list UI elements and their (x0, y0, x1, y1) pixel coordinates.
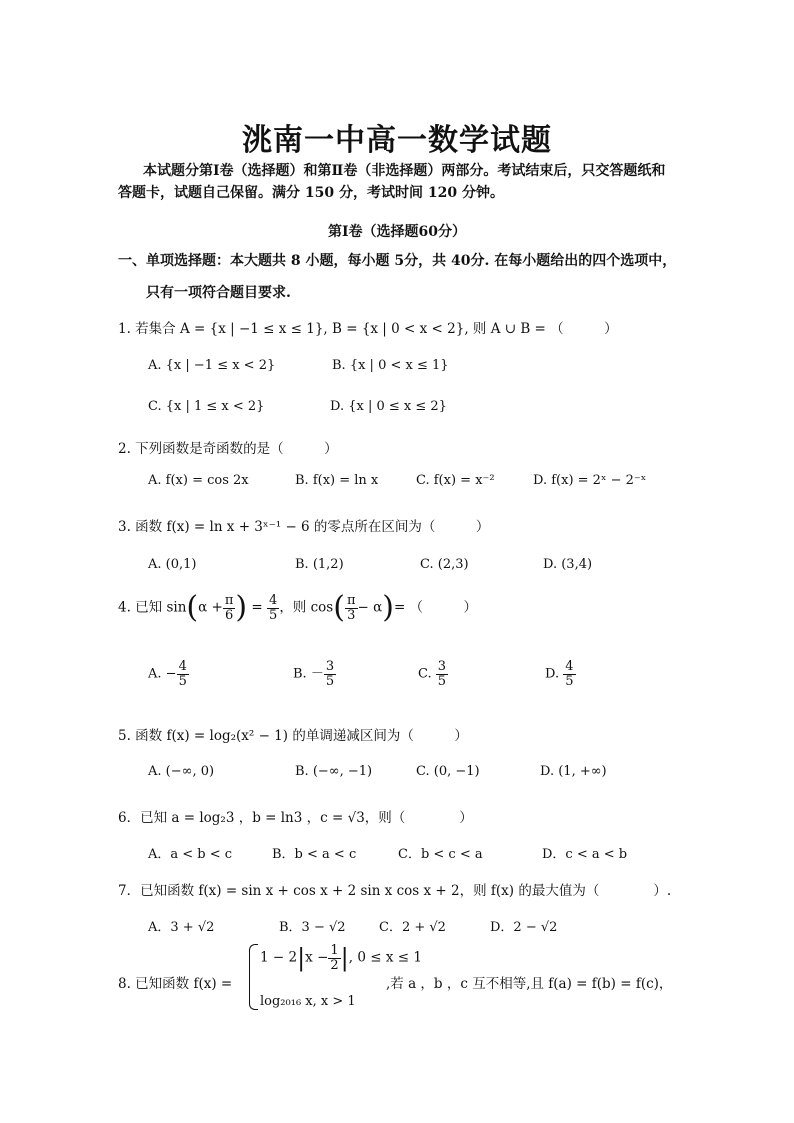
q4-option-c-label: C. (418, 666, 432, 682)
q4-option-b-sign: － (310, 666, 324, 682)
question-2-option-b: B. f(x) = ln x (295, 473, 379, 488)
case1-abs-open: | (297, 944, 306, 973)
question-5-option-b: B. (−∞, −1) (295, 764, 373, 779)
question-1-option-b: B. {x | 0 < x ≤ 1} (332, 358, 449, 373)
q4-fraction-4-over-5 (267, 594, 279, 622)
q4-frac3-den: 3 (347, 607, 356, 623)
question-5-option-d: D. (1, +∞) (540, 764, 607, 779)
q4-option-b-fraction (324, 660, 336, 688)
q4-mid: ，则 cos (279, 599, 334, 616)
question-6-stem: 6．已知 a = log₂3 ，b = ln3 ，c = √3，则（ ） (118, 810, 473, 826)
q4-suffix: = （ ） (393, 599, 478, 616)
question-3-stem: 3. 函数 f(x) = ln x + 3ˣ⁻¹ − 6 的零点所在区间为（ ） (118, 519, 490, 535)
question-5-stem: 5. 函数 f(x) = log₂(x² − 1) 的单调递减区间为（ ） (118, 728, 468, 744)
q4-option-b-label: B. (293, 666, 307, 682)
q4-option-a-num: 4 (178, 659, 187, 674)
case1-frac-den: 2 (330, 957, 339, 973)
question-8-stem-prefix: 8. 已知函数 f(x) = (118, 976, 233, 992)
question-4-option-c (418, 660, 448, 688)
question-7-option-a: A．3 + √2 (148, 920, 215, 935)
question-8-stem-suffix: ,若 a ，b ，c 互不相等,且 f(a) = f(b) = f(c)， (386, 976, 673, 992)
q4-option-a-label: A. (148, 666, 162, 682)
part1-instruction-line-1: 一、单项选择题：本大题共 8 小题，每小题 5分，共 40分. 在每小题给出的四个选项中， (118, 253, 677, 269)
question-2-option-c: C. f(x) = x⁻² (416, 473, 495, 488)
q4-fraction-pi-over-6 (223, 594, 236, 622)
piecewise-case-2: log₂₀₁₆ x, x > 1 (260, 994, 356, 1009)
piecewise-brace (249, 944, 258, 1010)
question-5-option-a: A. (−∞, 0) (148, 764, 215, 779)
q4-frac2-num: 4 (269, 592, 278, 608)
question-4-option-d (545, 660, 576, 688)
question-4-option-a (148, 660, 189, 688)
question-1-option-d: D. {x | 0 ≤ x ≤ 2} (330, 399, 447, 414)
question-4-stem (118, 590, 478, 625)
question-6-option-a: A．a < b < c (148, 847, 233, 862)
q4-paren-open-2: ( (333, 590, 345, 625)
question-6-option-b: B．b < a < c (272, 847, 357, 862)
q4-paren-close-2: ) (382, 590, 394, 625)
q4-option-a-den: 5 (178, 673, 187, 689)
question-1-option-c: C. {x | 1 ≤ x < 2} (148, 399, 265, 414)
case1-part-a: 1 − 2 (260, 949, 298, 966)
question-3-option-d: D. (3,4) (543, 557, 593, 572)
question-3-option-a: A. (0,1) (148, 557, 197, 572)
case1-frac-num: 1 (330, 943, 339, 958)
q4-option-a-fraction (177, 660, 189, 688)
question-1-option-a: A. {x | −1 ≤ x < 2} (148, 358, 276, 373)
q4-frac1-num: π (224, 592, 234, 608)
question-5-option-c: C. (0, −1) (416, 764, 480, 779)
case1-fraction-half (328, 944, 340, 972)
question-3-option-c: C. (2,3) (420, 557, 469, 572)
question-4-option-b (293, 660, 336, 688)
q4-option-c-fraction (436, 660, 448, 688)
q4-paren-close-1: ) (235, 590, 248, 625)
q4-option-d-fraction (563, 660, 575, 688)
question-6-option-c: C．b < c < a (398, 847, 483, 862)
question-7-option-c: C．2 + √2 (379, 920, 446, 935)
question-3-option-b: B. (1,2) (295, 557, 344, 572)
question-1-stem: 1. 若集合 A = {x | −1 ≤ x ≤ 1}, B = {x | 0 < x < 2}, 则 A ∪ B = （ ） (118, 321, 618, 337)
question-6-option-d: D．c < a < b (542, 847, 628, 862)
question-2-option-a: A. f(x) = cos 2x (148, 473, 249, 488)
q4-option-d-den: 5 (565, 673, 574, 689)
intro-line-1: 本试题分第Ⅰ卷（选择题）和第Ⅱ卷（非选择题）两部分。考试结束后，只交答题纸和 (143, 163, 666, 179)
question-7-option-d: D．2 − √2 (490, 920, 558, 935)
q4-option-a-sign: − (165, 666, 177, 682)
q4-option-d-label: D. (545, 666, 560, 682)
intro-line-2: 答题卡，试题自己保留。满分 150 分，考试时间 120 分钟。 (118, 185, 504, 201)
q4-arg2: − α (357, 599, 383, 616)
q4-paren-open-1: ( (186, 590, 199, 625)
q4-option-b-num: 3 (325, 659, 335, 674)
q4-option-c-num: 3 (437, 659, 447, 674)
part1-instruction-line-2: 只有一项符合题目要求. (146, 285, 291, 301)
question-2-option-d: D. f(x) = 2ˣ − 2⁻ˣ (533, 473, 647, 488)
case1-part-b: x − (305, 949, 329, 966)
piecewise-case-1 (260, 944, 422, 972)
q4-equals: = (251, 599, 263, 616)
q4-option-c-den: 5 (437, 673, 447, 689)
question-2-stem: 2. 下列函数是奇函数的是（ ） (118, 441, 338, 457)
case1-part-c: , 0 ≤ x ≤ 1 (348, 949, 422, 966)
q4-option-d-num: 4 (565, 659, 574, 674)
question-7-stem: 7．已知函数 f(x) = sin x + cos x + 2 sin x cos x + 2，则 f(x) 的最大值为（ ）. (118, 883, 672, 899)
q4-frac2-den: 5 (269, 607, 278, 623)
page-title: 洮南一中高一数学试题 (242, 123, 552, 158)
q4-prefix: 4. 已知 sin (118, 599, 187, 616)
section-title: 第Ⅰ卷（选择题60分） (327, 224, 467, 240)
q4-fraction-pi-over-3 (345, 594, 358, 622)
q4-frac1-den: 6 (224, 607, 234, 623)
case1-abs-close: | (340, 944, 349, 973)
q4-frac3-num: π (346, 592, 356, 608)
q4-arg1: α + (198, 599, 223, 616)
question-7-option-b: B．3 − √2 (279, 920, 346, 935)
q4-option-b-den: 5 (325, 673, 335, 689)
